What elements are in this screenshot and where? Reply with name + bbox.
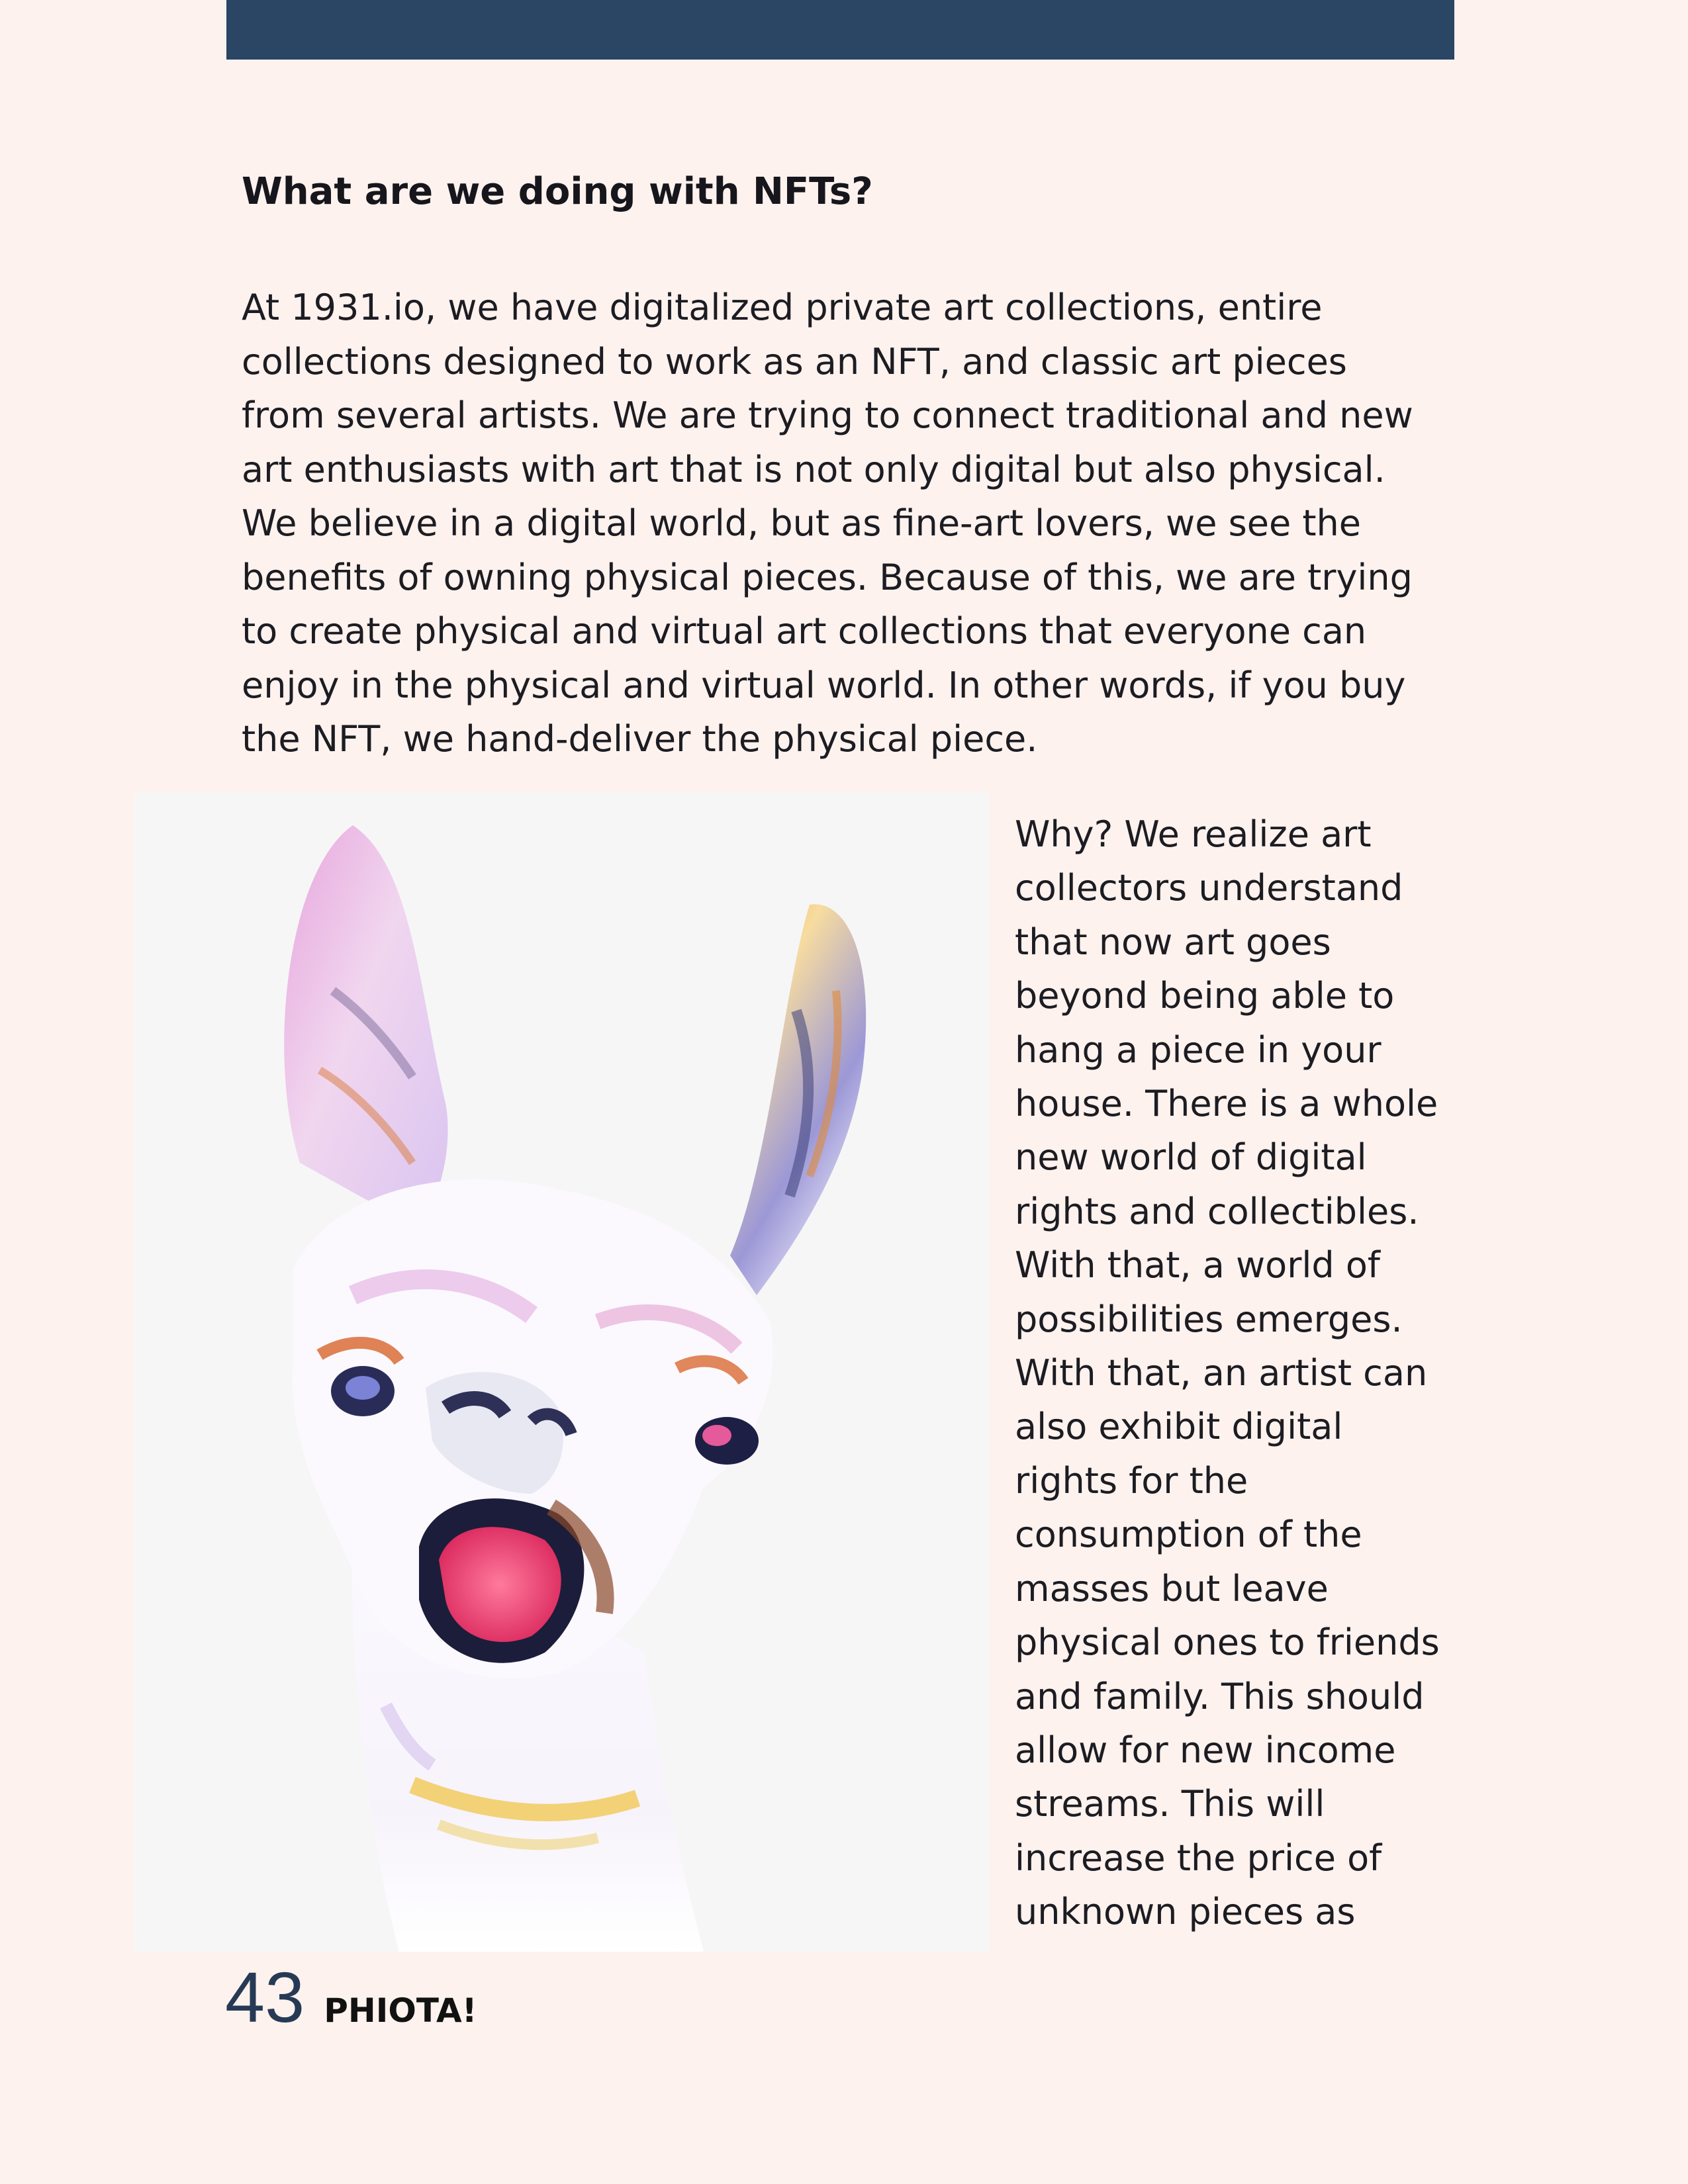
side-paragraph: Why? We realize art collectors understand that now art goes beyond being able to hang a piece in your house. There is a whole new world of digital rights and collectibles. With that, a world of possibilities emerges. With that, an artist can also exhibit digital rights for the consumption of the masses but leave physical ones to friends and family. This should allow for new income streams. This will increase the price of unknown pieces as xyxy=(1015,813,1440,1933)
page-number: 43 xyxy=(225,1957,305,2037)
article-heading: What are we doing with NFTs? xyxy=(242,170,873,213)
llama-illustration-icon xyxy=(134,792,990,1952)
page-footer xyxy=(225,1958,477,2037)
llama-artwork xyxy=(134,792,990,1952)
intro-paragraph: At 1931.io, we have digitalized private art collections, entire collections designed to work as an NFT, and classic art pieces from several artists. We are trying to connect traditional and new art enthusiasts with art that is not only digital but also physical. We believe in a digital world, but as fine-art lovers, we see the benefits of owning physical pieces. Because of this, we are trying to create physical and virtual art collections that everyone can enjoy in the physical and virtual world. In other words, if you buy the NFT, we hand-deliver the physical piece. xyxy=(242,287,1413,760)
header-band xyxy=(226,0,1454,60)
magazine-name: PHIOTA! xyxy=(324,1991,477,2030)
